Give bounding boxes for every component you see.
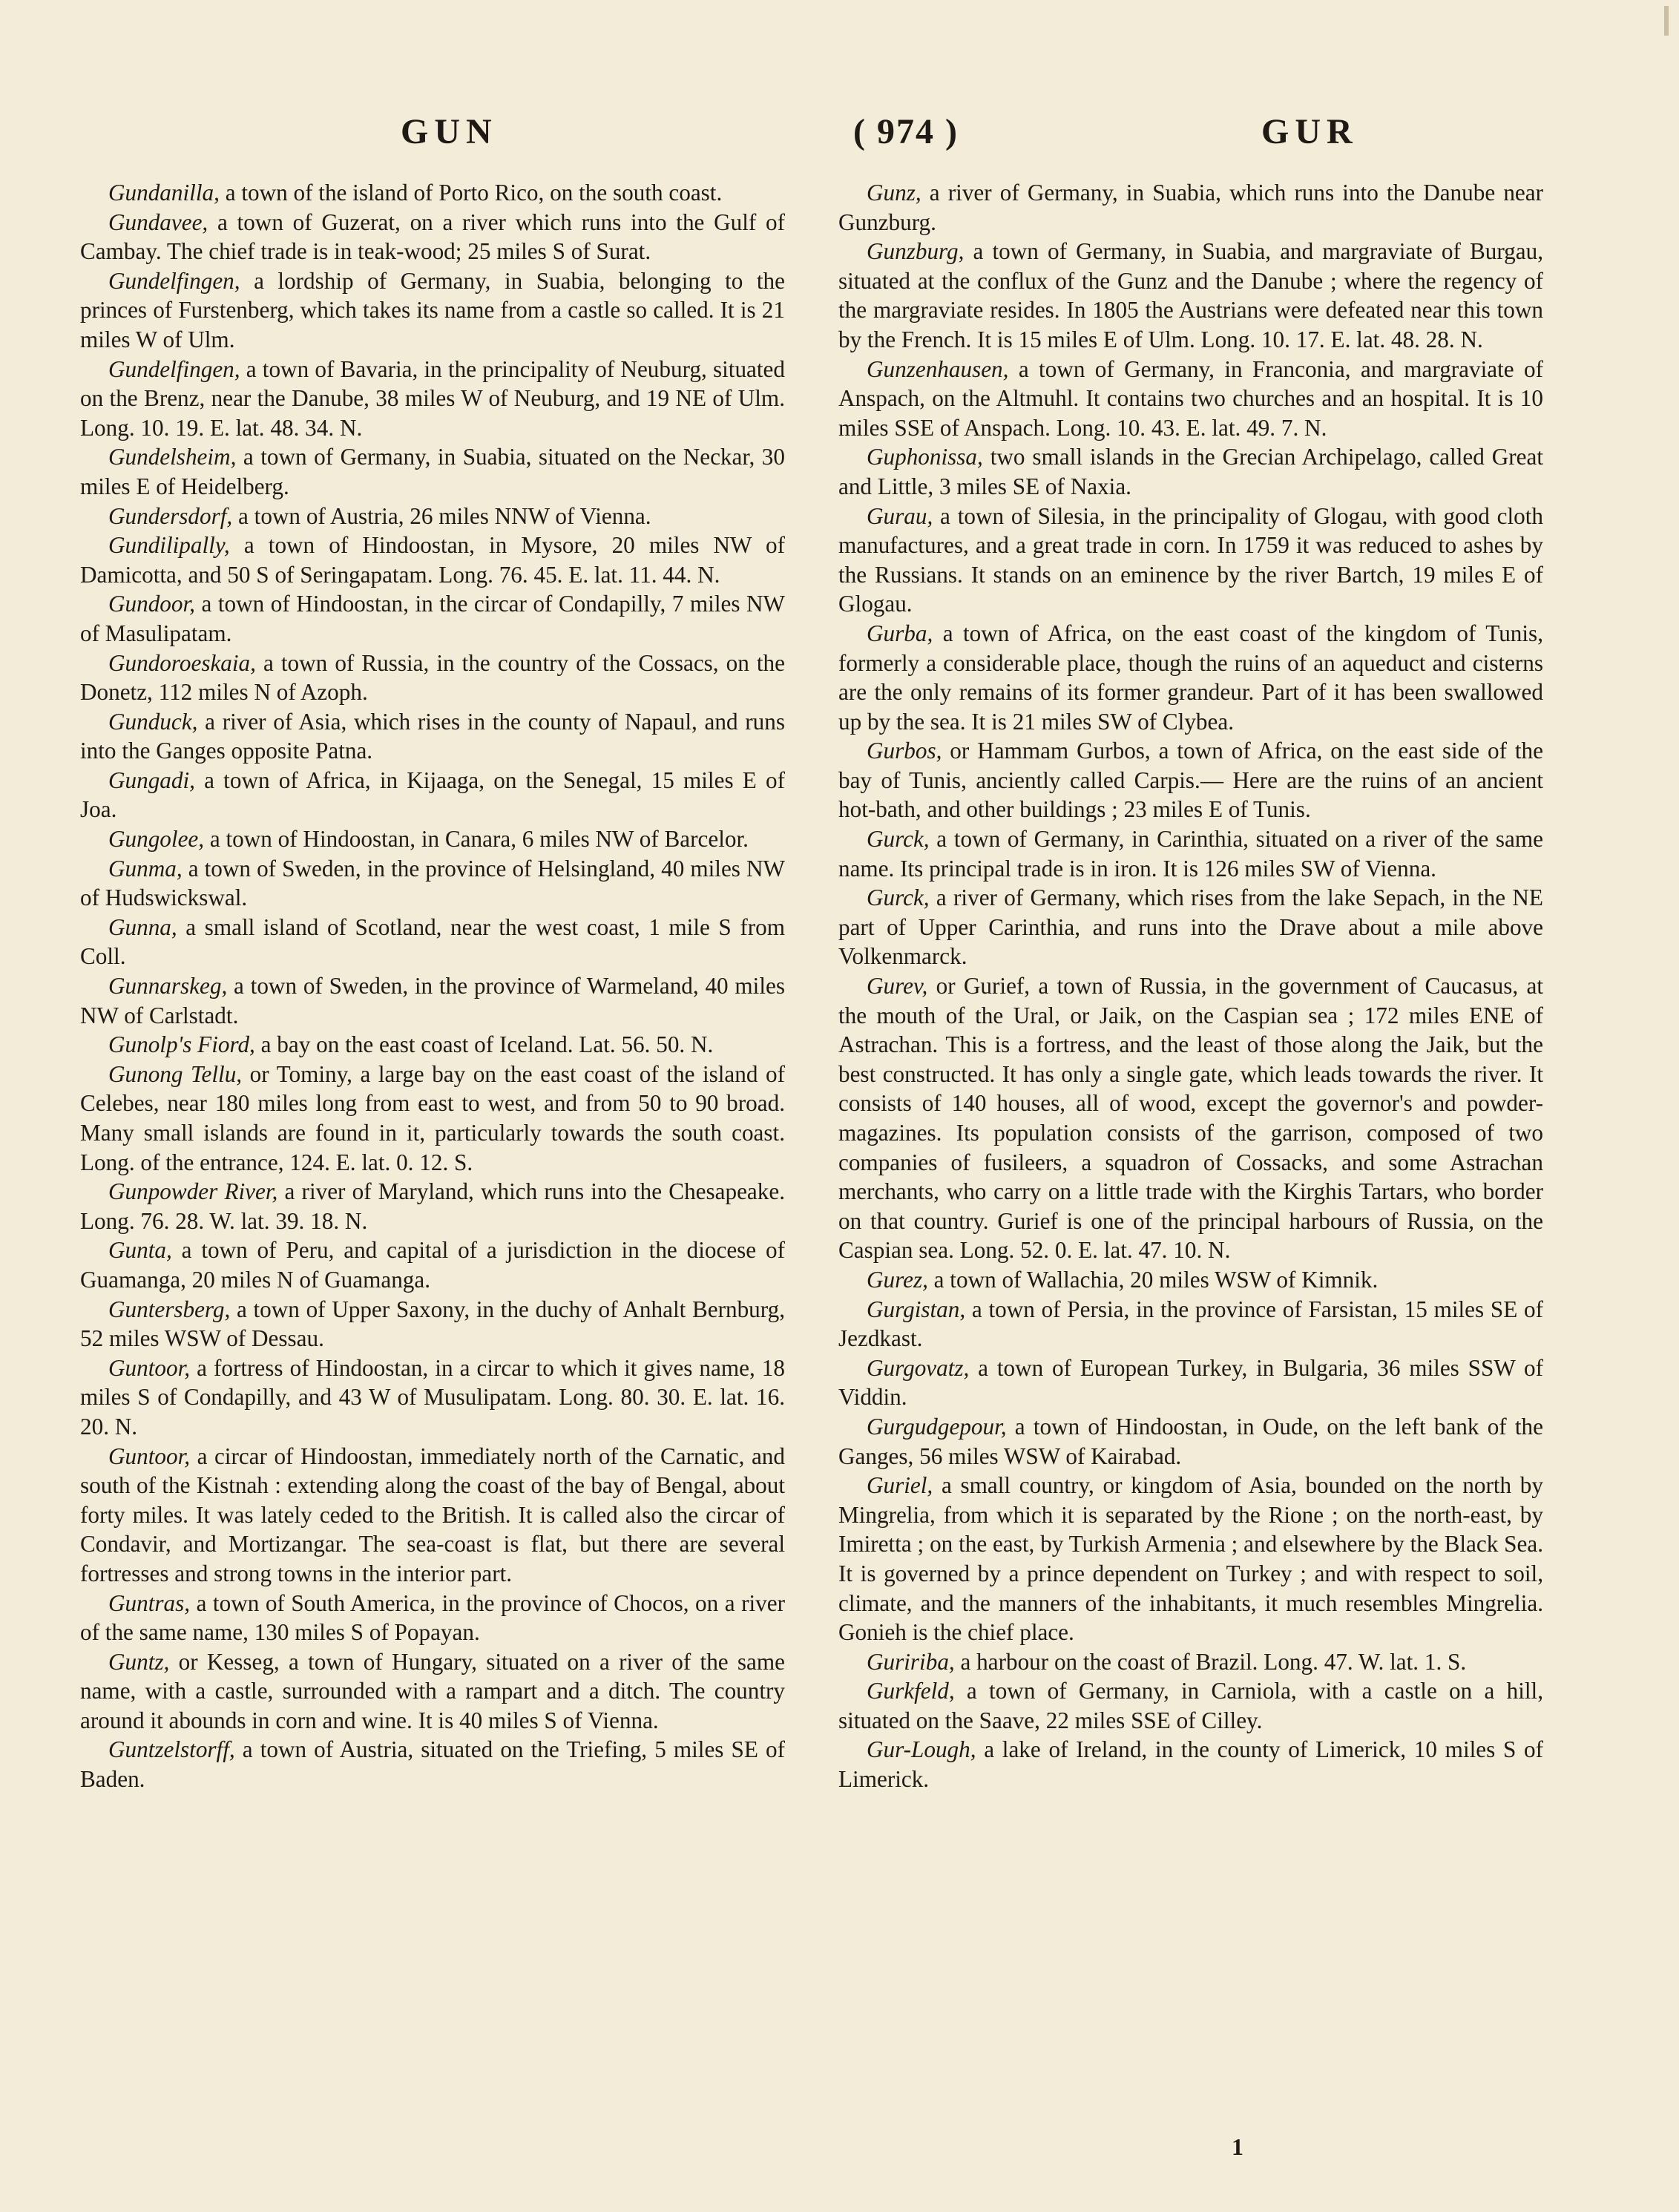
gazetteer-entry xyxy=(838,1735,1543,1793)
gazetteer-entry xyxy=(80,208,785,266)
gazetteer-entry xyxy=(838,1265,1543,1295)
entry-headword: Gundoroeskaia, xyxy=(108,649,256,676)
header-page-number: ( 974 ) xyxy=(853,112,959,151)
entry-headword: Gurba, xyxy=(867,620,933,646)
gazetteer-entry xyxy=(80,1060,785,1177)
gazetteer-entry xyxy=(838,442,1543,501)
entry-text: a river of Germany, in Suabia, which runs into the Danube near Gunzburg. xyxy=(838,180,1543,235)
entry-text: a town of Germany, in Carniola, with a castle on a hill, situated on the Saave, 22 miles SSE of Cilley. xyxy=(838,1678,1543,1733)
entry-headword: Gunpowder River, xyxy=(108,1178,278,1205)
gazetteer-entry xyxy=(80,1647,785,1736)
entry-headword: Gurau, xyxy=(867,502,933,529)
gazetteer-entry xyxy=(80,824,785,854)
entry-headword: Gunz, xyxy=(867,180,921,206)
entry-headword: Gurgovatz, xyxy=(867,1354,970,1381)
entry-headword: Guntz, xyxy=(108,1648,170,1675)
gazetteer-entry xyxy=(80,1442,785,1589)
gazetteer-entry xyxy=(838,178,1543,237)
entry-text: two small islands in the Grecian Archipelago, called Great and Little, 3 miles SE of Naxia. xyxy=(838,444,1543,499)
signature-mark: 1 xyxy=(1232,2133,1243,2160)
gazetteer-entry xyxy=(838,1676,1543,1735)
entry-text: a town of Hindoostan, in Canara, 6 miles NW of Barcelor. xyxy=(204,826,749,853)
entry-text: a bay on the east coast of Iceland. Lat. 56. 50. N. xyxy=(254,1031,714,1058)
entry-headword: Gurez, xyxy=(867,1266,928,1293)
gazetteer-entry xyxy=(80,1235,785,1294)
header-right-guide-word: GUR xyxy=(1261,112,1358,151)
entry-text: a circar of Hindoostan, immediately north of the Carnatic, and south of the Kistnah : extending along the coast of the bay of Bengal, about forty miles. It was lately ceded to the British. It is called also the circar of Condavir, and Mortizangar. The sea-coast is flat, but there are several fortresses and strong towns in the interior part. xyxy=(80,1443,785,1586)
entry-headword: Gunzenhausen, xyxy=(867,355,1009,382)
entry-text: a town of Sweden, in the province of Warmeland, 40 miles NW of Carlstadt. xyxy=(80,973,785,1028)
gazetteer-entry xyxy=(838,1412,1543,1471)
gazetteer-entry xyxy=(80,854,785,913)
entry-text: a river of Germany, which rises from the lake Sepach, in the NE part of Upper Carinthia, and runs into the Drave about a mile above Volkenmarck. xyxy=(838,885,1543,970)
entry-headword: Gunong Tellu, xyxy=(108,1060,243,1087)
entry-text: a town of Germany, in Franconia, and margraviate of Anspach, on the Altmuhl. It contains two churches and an hospital. It is 10 miles SSE of Anspach. Long. 10. 43. E. lat. 49. 7. N. xyxy=(838,355,1543,441)
entry-headword: Gurck, xyxy=(867,885,930,911)
entry-headword: Gundelfingen, xyxy=(108,267,240,294)
gazetteer-entry xyxy=(80,913,785,971)
entry-headword: Guntoor, xyxy=(108,1354,191,1381)
entry-headword: Guntoor, xyxy=(108,1443,191,1469)
gazetteer-entry xyxy=(838,824,1543,883)
gazetteer-entry xyxy=(80,1030,785,1060)
entry-headword: Guntersberg, xyxy=(108,1296,231,1322)
gazetteer-entry xyxy=(838,619,1543,736)
page-header xyxy=(104,111,1565,163)
entry-headword: Gurbos, xyxy=(867,738,942,764)
gazetteer-entry xyxy=(838,1471,1543,1647)
entry-text: or Tominy, a large bay on the east coast of the island of Celebes, near 180 miles long from east to west, and from 50 to 90 broad. Many small islands are found in it, particularly towards the south coast. Long. of the entrance, 124. E. lat. 0. 12. S. xyxy=(80,1060,785,1175)
entry-headword: Guntras, xyxy=(108,1589,191,1616)
entry-headword: Gungadi, xyxy=(108,767,195,793)
entry-text: a town of Africa, in Kijaaga, on the Senegal, 15 miles E of Joa. xyxy=(80,767,785,823)
entry-headword: Gunta, xyxy=(108,1237,172,1264)
entry-text: a town of Germany, in Carinthia, situated on a river of the same name. Its principal trade is in iron. It is 126 miles SW of Vienna. xyxy=(838,826,1543,882)
entry-headword: Gundanilla, xyxy=(108,180,220,206)
entry-text: or Hammam Gurbos, a town of Africa, on the east side of the bay of Tunis, anciently called Carpis.— Here are the ruins of an ancient hot-bath, and other buildings ; 23 miles E of Tunis. xyxy=(838,738,1543,823)
gazetteer-entry xyxy=(838,502,1543,619)
entry-headword: Gurgudgepour, xyxy=(867,1413,1007,1440)
entry-text: a town of Hindoostan, in Mysore, 20 miles NW of Damicotta, and 50 S of Seringapatam. Long. 76. 45. E. lat. 11. 44. N. xyxy=(80,532,785,588)
entry-headword: Gundilipally, xyxy=(108,532,230,559)
header-left-guide-word: GUN xyxy=(401,112,498,151)
entry-headword: Gunnarskeg, xyxy=(108,973,228,1000)
entry-text: a town of Germany, in Suabia, situated on the Neckar, 30 miles E of Heidelberg. xyxy=(80,444,785,499)
gazetteer-entry xyxy=(838,1295,1543,1353)
gazetteer-entry xyxy=(838,736,1543,824)
entry-text: a town of Africa, on the east coast of the kingdom of Tunis, formerly a considerable place, though the ruins of an aqueduct and cisterns are the only remains of its former grandeur. Part of it has been swallowed up by the sea. It is 21 miles SW of Clybea. xyxy=(838,620,1543,735)
entry-headword: Gungolee, xyxy=(108,826,205,853)
entry-text: a town of Sweden, in the province of Helsingland, 40 miles NW of Hudswickswal. xyxy=(80,855,785,911)
gazetteer-entry xyxy=(80,649,785,707)
gazetteer-entry xyxy=(80,531,785,589)
entry-text: a town of Russia, in the country of the Cossacs, on the Donetz, 112 miles N of Azoph. xyxy=(80,649,785,706)
gazetteer-entry xyxy=(838,355,1543,443)
gazetteer-entry xyxy=(80,1589,785,1647)
gazetteer-entry xyxy=(80,1295,785,1353)
gazetteer-entry xyxy=(80,971,785,1030)
gazetteer-entry xyxy=(838,883,1543,971)
gazetteer-entry xyxy=(80,178,785,208)
entry-text: a town of Upper Saxony, in the duchy of Anhalt Bernburg, 52 miles WSW of Dessau. xyxy=(80,1296,785,1352)
entry-text: a town of the island of Porto Rico, on the south coast. xyxy=(219,180,723,206)
entry-headword: Guntzelstorff, xyxy=(108,1736,235,1763)
entry-text: a town of Austria, situated on the Triefing, 5 miles SE of Baden. xyxy=(80,1736,785,1793)
entry-headword: Guririba, xyxy=(867,1648,955,1675)
entry-text: or Gurief, a town of Russia, in the government of Caucasus, at the mouth of the Ural, or Jaik, on the Caspian sea ; 172 miles ENE of Astrachan. This is a fortress, and the least of those along the Jaik, but the best constructed. It has only a single gate, which leads towards the river. It consists of 140 houses, all of wood, except the governor's and powder-magazines. Its population consists of the garrison, composed of two companies of fusileers, a squadron of Cossacks, and some Astrachan merchants, who carry on a little trade with the Kirghis Tartars, who border on that country. Gurief is one of the principal harbours of Russia, on the Caspian sea. Long. 52. 0. E. lat. 47. 10. N. xyxy=(838,973,1543,1264)
entry-text: a town of Hindoostan, in the circar of Condapilly, 7 miles NW of Masulipatam. xyxy=(80,591,785,646)
entry-headword: Gurck, xyxy=(867,826,930,853)
left-column xyxy=(80,178,785,1794)
gazetteer-entry xyxy=(838,1353,1543,1412)
entry-text: a town of European Turkey, in Bulgaria, 36 miles SSW of Viddin. xyxy=(838,1354,1543,1411)
entry-text: a river of Asia, which rises in the county of Napaul, and runs into the Ganges opposite Patna. xyxy=(80,708,785,764)
entry-headword: Gundoor, xyxy=(108,591,195,617)
entry-text: a town of Silesia, in the principality of Glogau, with good cloth manufactures, and a great trade in corn. In 1759 it was reduced to ashes by the Russians. It stands on an eminence by the river Bartch, 19 miles E of Glogau. xyxy=(838,502,1543,617)
entry-headword: Gundelsheim, xyxy=(108,444,237,470)
gazetteer-entry xyxy=(80,1353,785,1442)
entry-text: a town of Germany, in Suabia, and margraviate of Burgau, situated at the conflux of the Gunz and the Danube ; where the regency of the margraviate resides. In 1805 the Austrians were defeated near this town by the French. It is 15 miles E of Ulm. Long. 10. 17. E. lat. 48. 28. N. xyxy=(838,238,1543,352)
gazetteer-entry xyxy=(838,237,1543,354)
entry-headword: Gunzburg, xyxy=(867,238,965,265)
gazetteer-entry xyxy=(80,442,785,501)
entry-headword: Gurgistan, xyxy=(867,1296,966,1322)
gazetteer-entry xyxy=(838,1647,1543,1677)
entry-text: a small island of Scotland, near the west coast, 1 mile S from Coll. xyxy=(80,913,785,970)
gazetteer-entry xyxy=(80,707,785,766)
entry-text: a town of Bavaria, in the principality of Neuburg, situated on the Brenz, near the Danube, 38 miles W of Neuburg, and 19 NE of Ulm. Long. 10. 19. E. lat. 48. 34. N. xyxy=(80,355,785,441)
entry-text: a river of Maryland, which runs into the Chesapeake. Long. 76. 28. W. lat. 39. 18. N. xyxy=(80,1178,786,1234)
right-column xyxy=(838,178,1543,1794)
entry-headword: Gundersdorf, xyxy=(108,502,233,529)
entry-headword: Guphonissa, xyxy=(867,444,983,470)
entry-text: a fortress of Hindoostan, in a circar to which it gives name, 18 miles S of Condapilly, and 43 W of Musulipatam. Long. 80. 30. E. lat. 16. 20. N. xyxy=(80,1354,785,1440)
gazetteer-entry xyxy=(80,589,785,648)
entry-text: a lordship of Germany, in Suabia, belonging to the princes of Furstenberg, which takes its name from a castle so called. It is 21 miles W of Ulm. xyxy=(80,267,785,352)
entry-text: a town of Austria, 26 miles NNW of Vienna. xyxy=(232,502,651,529)
entry-text: a town of Guzerat, on a river which runs into the Gulf of Cambay. The chief trade is in teak-wood; 25 miles S of Surat. xyxy=(80,209,785,265)
entry-headword: Gundelfingen, xyxy=(108,355,240,382)
entry-headword: Guriel, xyxy=(867,1472,933,1499)
entry-text: a harbour on the coast of Brazil. Long. 47. W. lat. 1. S. xyxy=(954,1648,1467,1675)
gazetteer-entry xyxy=(80,766,785,824)
entry-headword: Gunma, xyxy=(108,855,183,882)
entry-text: a town of South America, in the province of Chocos, on a river of the same name, 130 miles S of Popayan. xyxy=(80,1589,785,1646)
gazetteer-entry xyxy=(80,355,785,443)
entry-text: a small country, or kingdom of Asia, bounded on the north by Mingrelia, from which it is separated by the Rione ; on the north-east, by Imiretta ; on the east, by Turkish Armenia ; and elsewhere by the Black Sea. It is governed by a prince dependent on Turkey ; and with respect to soil, climate, and the manners of the inhabitants, it much resembles Mingrelia. Gonieh is the chief place. xyxy=(838,1472,1543,1646)
gazetteer-entry xyxy=(80,266,785,355)
entry-text: a lake of Ireland, in the county of Limerick, 10 miles S of Limerick. xyxy=(838,1736,1543,1793)
gazetteer-entry xyxy=(838,971,1543,1265)
entry-headword: Gurev, xyxy=(867,973,928,1000)
page-edge-mark xyxy=(1664,6,1669,36)
gazetteer-entry xyxy=(80,502,785,531)
entry-text: or Kesseg, a town of Hungary, situated on a river of the same name, with a castle, surrounded with a rampart and a ditch. The country around it abounds in corn and wine. It is 40 miles S of Vienna. xyxy=(80,1648,785,1733)
entry-headword: Gur-Lough, xyxy=(867,1736,976,1763)
entry-headword: Gunduck, xyxy=(108,708,198,735)
entry-headword: Gundavee, xyxy=(108,209,208,235)
entry-headword: Gurkfeld, xyxy=(867,1678,955,1704)
gazetteer-entry xyxy=(80,1177,785,1235)
entry-text: a town of Hindoostan, in Oude, on the left bank of the Ganges, 56 miles WSW of Kairabad. xyxy=(838,1413,1543,1469)
gazetteer-entry xyxy=(80,1735,785,1793)
entry-text: a town of Wallachia, 20 miles WSW of Kimnik. xyxy=(927,1266,1379,1293)
entry-text: a town of Persia, in the province of Farsistan, 15 miles SE of Jezdkast. xyxy=(838,1296,1543,1352)
entry-text: a town of Peru, and capital of a jurisdiction in the diocese of Guamanga, 20 miles N of Guamanga. xyxy=(80,1237,785,1293)
entry-headword: Gunna, xyxy=(108,913,177,940)
entry-headword: Gunolp's Fiord, xyxy=(108,1031,255,1058)
